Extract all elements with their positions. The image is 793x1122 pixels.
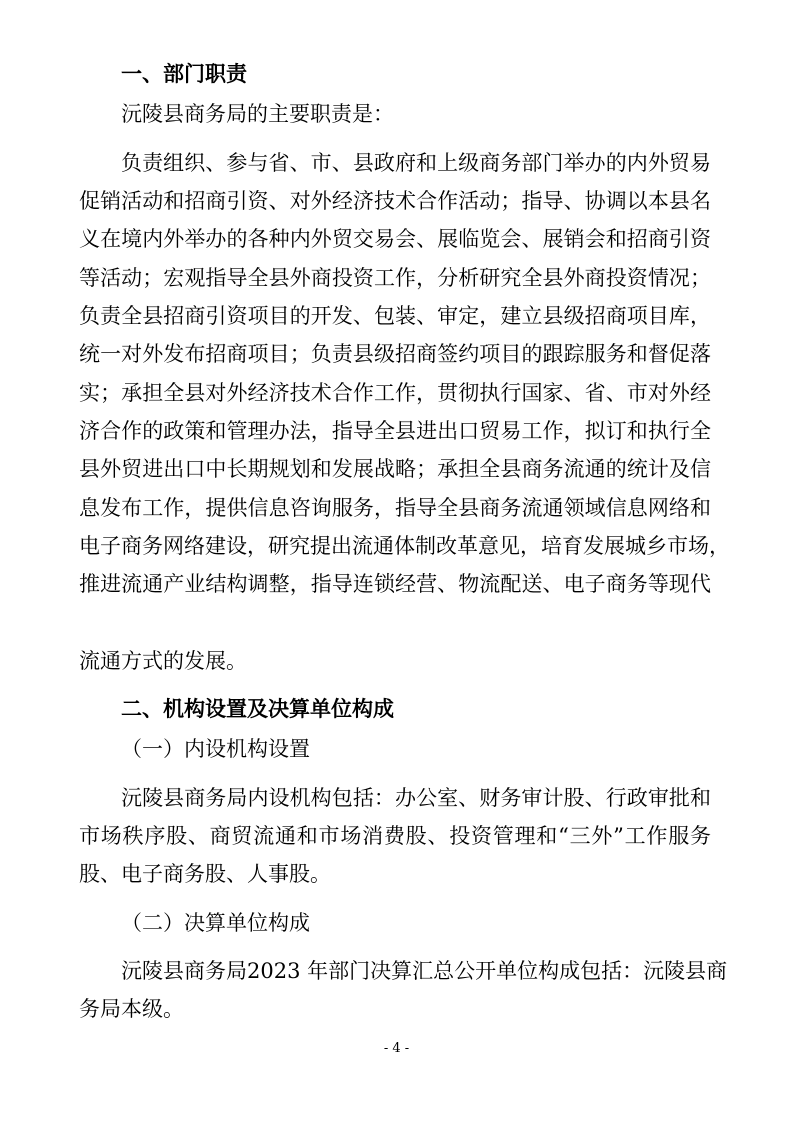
duties-line-1: 负责组织、参与省、市、县政府和上级商务部门举办的内外贸易 [121, 151, 711, 175]
internal-line-3: 股、电子商务股、人事股。 [79, 862, 331, 886]
duties-line-7: 实；承担全县对外经济技术合作工作，贯彻执行国家、省、市对外经 [79, 381, 711, 405]
units-line-1: 沅陵县商务局2023 年部门决算汇总公开单位构成包括：沅陵县商 [121, 959, 728, 983]
duties-line-5: 负责全县招商引资项目的开发、包装、审定，建立县级招商项目库， [79, 304, 711, 328]
subsection-title-units: （二）决算单位构成 [121, 911, 310, 935]
duties-line-3: 义在境内外举办的各种内外贸交易会、展临览会、展销会和招商引资 [79, 227, 711, 251]
duties-line-6: 统一对外发布招商项目；负责县级招商签约项目的跟踪服务和督促落 [79, 342, 711, 366]
page-number: - 4 - [383, 1041, 410, 1056]
units-line-2: 务局本级。 [79, 997, 184, 1021]
duties-line-8: 济合作的政策和管理办法，指导全县进出口贸易工作，拟订和执行全 [79, 419, 711, 443]
subsection-title-internal: （一）内设机构设置 [121, 737, 310, 761]
section-heading-duties: 一、部门职责 [121, 62, 247, 86]
section-heading-organization: 二、机构设置及决算单位构成 [121, 697, 394, 721]
internal-line-2: 市场秩序股、商贸流通和市场消费股、投资管理和“三外”工作服务 [79, 824, 711, 848]
duties-line-2: 促销活动和招商引资、对外经济技术合作活动；指导、协调以本县名 [79, 189, 711, 213]
duties-line-9: 县外贸进出口中长期规划和发展战略；承担全县商务流通的统计及信 [79, 457, 711, 481]
internal-line-1: 沅陵县商务局内设机构包括：办公室、财务审计股、行政审批和 [121, 786, 711, 810]
duties-line-4: 等活动；宏观指导全县外商投资工作，分析研究全县外商投资情况； [79, 266, 711, 290]
duties-line-10: 息发布工作，提供信息咨询服务，指导全县商务流通领域信息网络和 [79, 496, 711, 520]
duties-line-13: 流通方式的发展。 [79, 649, 247, 673]
duties-intro: 沅陵县商务局的主要职责是： [121, 102, 394, 126]
duties-line-11: 电子商务网络建设，研究提出流通体制改革意见，培育发展城乡市场， [79, 534, 730, 558]
duties-line-12: 推进流通产业结构调整，指导连锁经营、物流配送、电子商务等现代 [79, 572, 711, 596]
